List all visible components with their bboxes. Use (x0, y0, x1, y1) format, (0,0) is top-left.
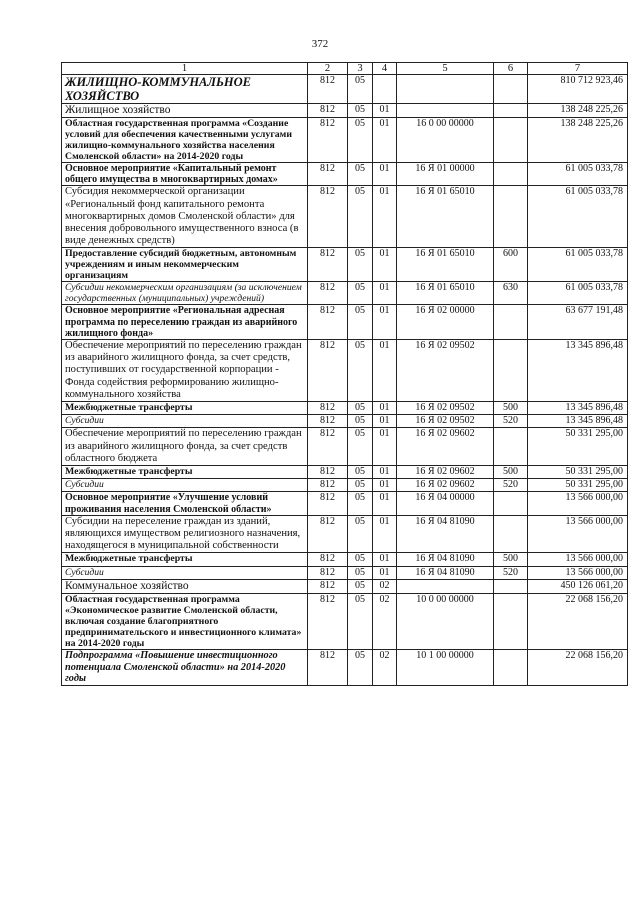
amount-cell: 13 345 896,48 (528, 340, 628, 402)
row-name-cell: Коммунальное хозяйство (62, 579, 308, 593)
section-code-cell: 05 (348, 479, 373, 492)
header-cell: 4 (373, 63, 397, 75)
amount-cell: 50 331 295,00 (528, 428, 628, 466)
chapter-code-cell: 812 (308, 340, 348, 402)
table-row (62, 186, 628, 248)
chapter-code-cell: 812 (308, 415, 348, 428)
row-name-cell: Областная государственная программа «Создание условий для обеспечения качественными услугами жилищно-коммунального хозяйства населения Смоленской области» на 2014-2020 годы (62, 118, 308, 163)
chapter-code-cell: 812 (308, 515, 348, 553)
section-code-cell: 05 (348, 515, 373, 553)
amount-cell: 22 068 156,20 (528, 649, 628, 685)
amount-cell: 13 566 000,00 (528, 515, 628, 553)
subsection-code-cell: 01 (373, 340, 397, 402)
section-code-cell: 05 (348, 566, 373, 579)
amount-cell: 22 068 156,20 (528, 593, 628, 649)
row-name-cell: Субсидия некоммерческой организации «Региональный фонд капитального ремонта многоквартирных домов Смоленской области» для внесения добровольного имущественного взноса (в виде денежных средств) (62, 186, 308, 248)
chapter-code-cell: 812 (308, 566, 348, 579)
chapter-code-cell: 812 (308, 163, 348, 186)
subsection-code-cell: 02 (373, 649, 397, 685)
amount-cell: 13 345 896,48 (528, 415, 628, 428)
table-row (62, 479, 628, 492)
budget-table (61, 62, 628, 686)
target-article-cell: 16 Я 02 09502 (397, 402, 494, 415)
expense-type-cell: 520 (494, 415, 528, 428)
row-name-cell: Межбюджетные трансферты (62, 466, 308, 479)
target-article-cell: 10 0 00 00000 (397, 593, 494, 649)
table-row (62, 579, 628, 593)
row-name-cell: Субсидии (62, 479, 308, 492)
table-row (62, 75, 628, 104)
row-name-cell: Обеспечение мероприятий по переселению граждан из аварийного жилищного фонда, за счет средств областного бюджета (62, 428, 308, 466)
chapter-code-cell: 812 (308, 649, 348, 685)
subsection-code-cell: 01 (373, 248, 397, 282)
subsection-code-cell: 02 (373, 593, 397, 649)
page-number: 372 (311, 38, 329, 50)
subsection-code-cell: 01 (373, 402, 397, 415)
chapter-code-cell: 812 (308, 75, 348, 104)
subsection-code-cell: 01 (373, 282, 397, 305)
section-code-cell: 05 (348, 186, 373, 248)
section-code-cell: 05 (348, 248, 373, 282)
expense-type-cell (494, 186, 528, 248)
subsection-code-cell (373, 75, 397, 104)
target-article-cell: 16 Я 02 09602 (397, 428, 494, 466)
expense-type-cell: 500 (494, 553, 528, 566)
expense-type-cell (494, 75, 528, 104)
table-row (62, 163, 628, 186)
target-article-cell: 16 Я 01 00000 (397, 163, 494, 186)
table-row (62, 340, 628, 402)
row-name-cell: Субсидии (62, 415, 308, 428)
amount-cell: 810 712 923,46 (528, 75, 628, 104)
header-cell: 7 (528, 63, 628, 75)
row-name-cell: Межбюджетные трансферты (62, 402, 308, 415)
section-code-cell: 05 (348, 163, 373, 186)
expense-type-cell (494, 118, 528, 163)
table-row (62, 492, 628, 515)
chapter-code-cell: 812 (308, 553, 348, 566)
expense-type-cell (494, 492, 528, 515)
subsection-code-cell: 01 (373, 104, 397, 118)
chapter-code-cell: 812 (308, 466, 348, 479)
table-row (62, 649, 628, 685)
target-article-cell: 16 Я 02 09502 (397, 340, 494, 402)
target-article-cell: 16 Я 01 65010 (397, 186, 494, 248)
amount-cell: 61 005 033,78 (528, 186, 628, 248)
target-article-cell: 16 Я 01 65010 (397, 282, 494, 305)
row-name-cell: Основное мероприятие «Улучшение условий проживания населения Смоленской области» (62, 492, 308, 515)
subsection-code-cell: 01 (373, 415, 397, 428)
expense-type-cell: 520 (494, 479, 528, 492)
table-row (62, 282, 628, 305)
row-name-cell: Субсидии (62, 566, 308, 579)
amount-cell: 61 005 033,78 (528, 248, 628, 282)
chapter-code-cell: 812 (308, 118, 348, 163)
target-article-cell: 16 Я 01 65010 (397, 248, 494, 282)
section-code-cell: 05 (348, 579, 373, 593)
subsection-code-cell: 01 (373, 428, 397, 466)
table-row (62, 415, 628, 428)
chapter-code-cell: 812 (308, 428, 348, 466)
header-cell: 2 (308, 63, 348, 75)
amount-cell: 13 566 000,00 (528, 566, 628, 579)
header-row (62, 63, 628, 75)
row-name-cell: Областная государственная программа «Экономическое развитие Смоленской области, включая создание благоприятного предпринимательского и инвестиционного климата» на 2014-2020 годы (62, 593, 308, 649)
chapter-code-cell: 812 (308, 579, 348, 593)
section-code-cell: 05 (348, 402, 373, 415)
table-row (62, 515, 628, 553)
chapter-code-cell: 812 (308, 186, 348, 248)
table-row (62, 593, 628, 649)
section-code-cell: 05 (348, 118, 373, 163)
target-article-cell: 16 Я 02 00000 (397, 305, 494, 340)
table-row (62, 402, 628, 415)
subsection-code-cell: 01 (373, 566, 397, 579)
section-code-cell: 05 (348, 282, 373, 305)
expense-type-cell: 600 (494, 248, 528, 282)
table-row (62, 305, 628, 340)
target-article-cell: 16 0 00 00000 (397, 118, 494, 163)
section-code-cell: 05 (348, 649, 373, 685)
amount-cell: 50 331 295,00 (528, 466, 628, 479)
amount-cell: 61 005 033,78 (528, 282, 628, 305)
row-name-cell: Межбюджетные трансферты (62, 553, 308, 566)
row-name-cell: Подпрограмма «Повышение инвестиционного потенциала Смоленской области» на 2014-2020 годы (62, 649, 308, 685)
table-row (62, 466, 628, 479)
target-article-cell: 16 Я 02 09602 (397, 466, 494, 479)
chapter-code-cell: 812 (308, 492, 348, 515)
amount-cell: 13 566 000,00 (528, 492, 628, 515)
amount-cell: 138 248 225,26 (528, 118, 628, 163)
expense-type-cell (494, 104, 528, 118)
chapter-code-cell: 812 (308, 104, 348, 118)
chapter-code-cell: 812 (308, 593, 348, 649)
section-code-cell: 05 (348, 104, 373, 118)
row-name-cell: Обеспечение мероприятий по переселению граждан из аварийного жилищного фонда, за счет средств, поступивших от государственной корпорации - Фонда содействия реформированию жилищно-коммунального хозяйства (62, 340, 308, 402)
amount-cell: 13 345 896,48 (528, 402, 628, 415)
chapter-code-cell: 812 (308, 402, 348, 415)
expense-type-cell: 630 (494, 282, 528, 305)
chapter-code-cell: 812 (308, 305, 348, 340)
chapter-code-cell: 812 (308, 282, 348, 305)
section-code-cell: 05 (348, 428, 373, 466)
table-row (62, 566, 628, 579)
expense-type-cell (494, 649, 528, 685)
target-article-cell: 16 Я 04 81090 (397, 515, 494, 553)
subsection-code-cell: 01 (373, 163, 397, 186)
expense-type-cell (494, 340, 528, 402)
expense-type-cell (494, 515, 528, 553)
subsection-code-cell: 01 (373, 492, 397, 515)
amount-cell: 138 248 225,26 (528, 104, 628, 118)
target-article-cell: 10 1 00 00000 (397, 649, 494, 685)
expense-type-cell (494, 428, 528, 466)
target-article-cell (397, 104, 494, 118)
section-code-cell: 05 (348, 492, 373, 515)
subsection-code-cell: 01 (373, 118, 397, 163)
table-row (62, 248, 628, 282)
header-cell: 5 (397, 63, 494, 75)
expense-type-cell (494, 305, 528, 340)
amount-cell: 63 677 191,48 (528, 305, 628, 340)
amount-cell: 50 331 295,00 (528, 479, 628, 492)
section-code-cell: 05 (348, 415, 373, 428)
target-article-cell: 16 Я 04 00000 (397, 492, 494, 515)
section-code-cell: 05 (348, 305, 373, 340)
table-row (62, 104, 628, 118)
target-article-cell (397, 75, 494, 104)
header-cell: 3 (348, 63, 373, 75)
target-article-cell: 16 Я 04 81090 (397, 553, 494, 566)
row-name-cell: Основное мероприятие «Региональная адресная программа по переселению граждан из аварийного жилищного фонда» (62, 305, 308, 340)
table-row (62, 428, 628, 466)
amount-cell: 13 566 000,00 (528, 553, 628, 566)
expense-type-cell (494, 593, 528, 649)
row-name-cell: Основное мероприятие «Капитальный ремонт общего имущества в многоквартирных домах» (62, 163, 308, 186)
expense-type-cell: 500 (494, 402, 528, 415)
chapter-code-cell: 812 (308, 479, 348, 492)
subsection-code-cell: 01 (373, 305, 397, 340)
section-code-cell: 05 (348, 466, 373, 479)
expense-type-cell (494, 163, 528, 186)
expense-type-cell: 500 (494, 466, 528, 479)
row-name-cell: Жилищное хозяйство (62, 104, 308, 118)
section-code-cell: 05 (348, 593, 373, 649)
table-row (62, 118, 628, 163)
subsection-code-cell: 01 (373, 515, 397, 553)
section-code-cell: 05 (348, 340, 373, 402)
target-article-cell: 16 Я 02 09502 (397, 415, 494, 428)
table-row (62, 553, 628, 566)
subsection-code-cell: 01 (373, 553, 397, 566)
row-name-cell: Субсидии некоммерческим организациям (за исключением государственных (муниципальных) учреждений) (62, 282, 308, 305)
target-article-cell: 16 Я 02 09602 (397, 479, 494, 492)
subsection-code-cell: 02 (373, 579, 397, 593)
target-article-cell (397, 579, 494, 593)
target-article-cell: 16 Я 04 81090 (397, 566, 494, 579)
section-code-cell: 05 (348, 75, 373, 104)
subsection-code-cell: 01 (373, 186, 397, 248)
row-name-cell: Субсидии на переселение граждан из зданий, являющихся имуществом религиозного назначения, находящегося в муниципальной собственности (62, 515, 308, 553)
subsection-code-cell: 01 (373, 466, 397, 479)
chapter-code-cell: 812 (308, 248, 348, 282)
header-cell: 1 (62, 63, 308, 75)
row-name-cell: ЖИЛИЩНО-КОММУНАЛЬНОЕ ХОЗЯЙСТВО (62, 75, 308, 104)
header-cell: 6 (494, 63, 528, 75)
row-name-cell: Предоставление субсидий бюджетным, автономным учреждениям и иным некоммерческим организациям (62, 248, 308, 282)
subsection-code-cell: 01 (373, 479, 397, 492)
expense-type-cell (494, 579, 528, 593)
section-code-cell: 05 (348, 553, 373, 566)
amount-cell: 450 126 061,20 (528, 579, 628, 593)
amount-cell: 61 005 033,78 (528, 163, 628, 186)
expense-type-cell: 520 (494, 566, 528, 579)
